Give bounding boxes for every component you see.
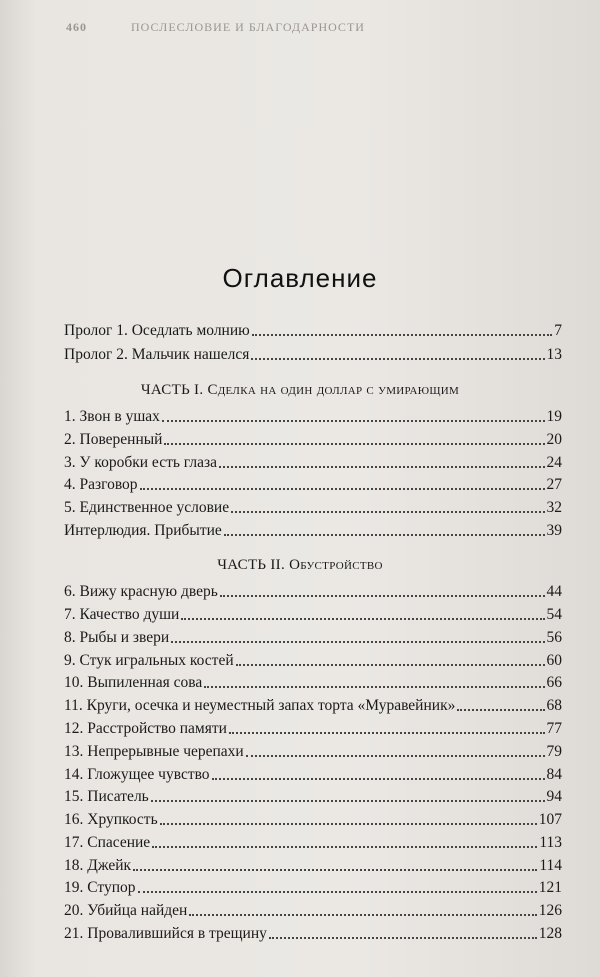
toc-entry [64,716,562,738]
toc-entry-page: 77 [546,720,562,737]
toc-entry [64,898,562,920]
toc-entry-page: 44 [546,583,562,600]
toc-entry-title: 20. Убийца найден [64,902,188,919]
toc-entry-title: 3. У коробки есть глаза [64,454,217,471]
leader-dots [140,488,545,490]
toc-entry-page: 19 [546,408,562,425]
toc-entry-title: 18. Джейк [64,857,132,874]
toc-entry [64,739,562,761]
toc-title: Оглавление [222,263,378,293]
leader-dots [152,846,537,848]
toc-entry-page: 7 [554,322,562,339]
toc-entry-page: 94 [546,788,562,805]
toc-entry [64,342,562,364]
leader-dots [236,664,545,666]
leader-dots [252,334,553,336]
toc-entry-title: 2. Поверенный [64,431,163,448]
leader-dots [269,937,537,939]
toc-entry-page: 13 [546,346,562,363]
leader-dots [171,641,544,643]
toc-entry-page: 121 [538,879,562,896]
leader-dots [151,800,545,802]
leader-dots [212,778,545,780]
toc-entry-page: 54 [546,606,562,623]
leader-dots [219,466,545,468]
leader-dots [160,823,537,825]
toc-entry [64,579,562,601]
leader-dots [162,420,545,422]
toc-entry-page: 126 [538,902,562,919]
leader-dots [231,511,544,513]
toc-entry [64,921,562,943]
show-through-text [70,72,550,262]
toc-entry-title: 10. Выпиленная сова [64,674,203,691]
toc-entry [64,318,562,340]
leader-dots [164,443,544,445]
part-label: ЧАСТЬ II. [217,557,286,573]
toc-entry [64,648,562,670]
toc-entry [64,427,562,449]
running-head-page-number: 460 [66,20,87,34]
running-head [66,20,546,35]
part-subtitle: Обустройство [289,557,383,573]
leader-dots [138,891,537,893]
toc-entry [64,807,562,829]
toc-entry [64,875,562,897]
leader-dots [457,709,544,711]
toc-entry-title: 4. Разговор [64,476,138,493]
toc-entry [64,625,562,647]
toc-entry-title: 9. Стук игральных костей [64,652,234,669]
part-subtitle: Сделка на один доллар с умирающим [207,382,460,398]
leader-dots [220,595,545,597]
leader-dots [251,358,544,360]
toc-entry-title: Пролог 2. Мальчик нашелся [64,346,250,363]
toc-entry-title: 13. Непрерывные черепахи [64,743,244,760]
toc-entry-title: 8. Рыбы и звери [64,629,170,646]
leader-dots [246,755,545,757]
running-head-text: ПОСЛЕСЛОВИЕ И БЛАГОДАРНОСТИ [131,20,365,34]
toc-entry-page: 32 [546,499,562,516]
toc-entry-page: 20 [546,431,562,448]
toc-entry-title: 19. Ступор [64,879,136,896]
toc-entry-page: 68 [546,697,562,714]
toc-entry-title: 16. Хрупкость [64,811,158,828]
toc-entry-page: 27 [546,476,562,493]
toc-entry-title: 1. Звон в ушах [64,408,160,425]
toc-entry-title: 21. Провалившийся в трещину [64,925,267,942]
leader-dots [181,618,544,620]
toc-entry-title: 14. Гложущее чувство [64,766,210,783]
toc-entry-page: 24 [546,454,562,471]
toc-entry-title: 12. Расстройство памяти [64,720,227,737]
toc-entry-page: 113 [539,834,562,851]
toc-entry [64,762,562,784]
toc-entry-page: 114 [539,857,562,874]
toc-entry [64,472,562,494]
toc-entry [64,450,562,472]
toc-entry-page: 84 [546,766,562,783]
leader-dots [133,869,537,871]
toc-entry-page: 56 [546,629,562,646]
toc-entry [64,602,562,624]
part-heading-1 [0,382,600,399]
toc-entry-page: 66 [546,674,562,691]
toc-entry [64,784,562,806]
leader-dots [224,534,545,536]
toc-entry [64,830,562,852]
toc-entry-page: 60 [546,652,562,669]
toc-entry-title: 11. Круги, осечка и неуместный запах торта «Муравейник» [64,697,456,714]
leader-dots [189,914,536,916]
toc-entry-page: 39 [546,522,562,539]
part-label: ЧАСТЬ I. [140,382,204,398]
toc-entry [64,495,562,517]
toc-entry-title: 7. Качество души [64,606,180,623]
toc-entry-title: 5. Единственное условие [64,499,230,516]
leader-dots [204,686,544,688]
toc-entry [64,853,562,875]
toc-entry [64,670,562,692]
toc-entry-title: Интерлюдия. Прибытие [64,522,222,539]
part-heading-2 [0,557,600,574]
toc-entry [64,404,562,426]
toc-entry-title: 15. Писатель [64,788,149,805]
toc-entry-title: Пролог 1. Оседлать молнию [64,322,250,339]
toc-entry [64,518,562,540]
toc-entry-title: 17. Спасение [64,834,151,851]
toc-entry-page: 128 [538,925,562,942]
toc-entry-title: 6. Вижу красную дверь [64,583,218,600]
toc-entry-page: 79 [546,743,562,760]
leader-dots [229,732,545,734]
toc-entry-page: 107 [538,811,562,828]
toc-entry [64,693,562,715]
